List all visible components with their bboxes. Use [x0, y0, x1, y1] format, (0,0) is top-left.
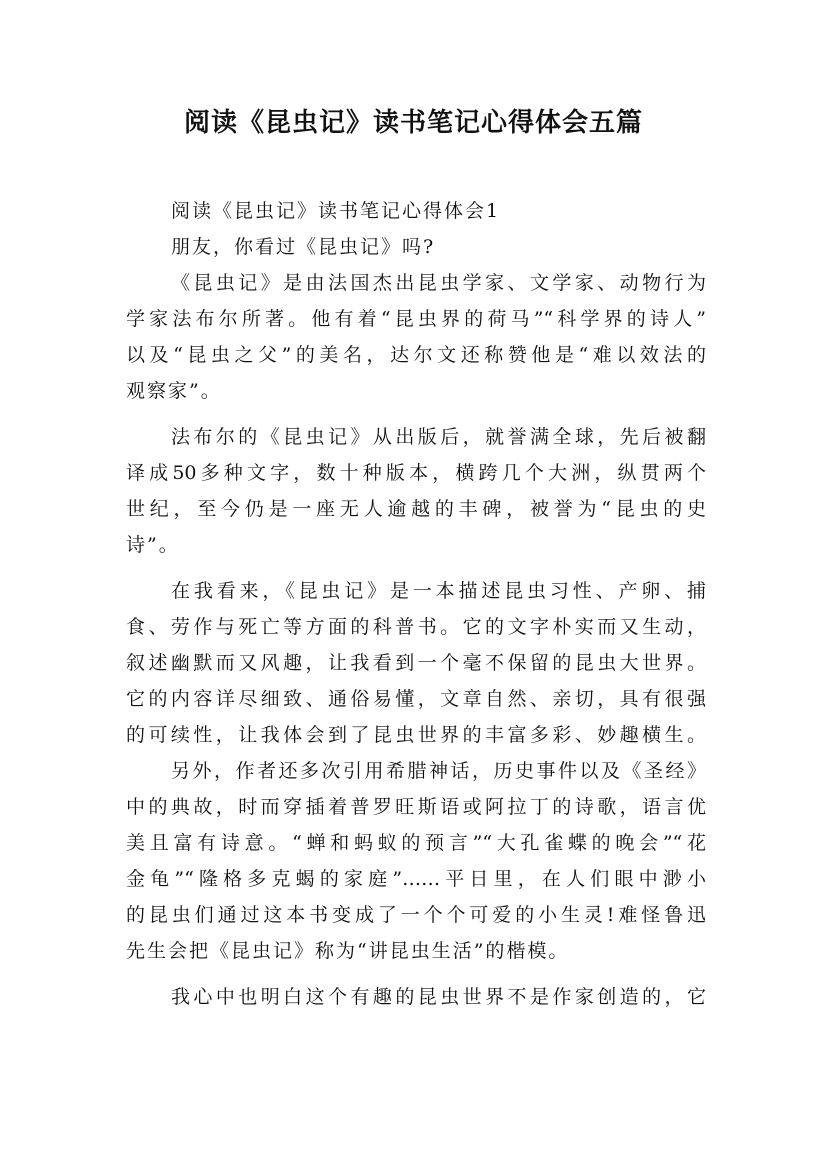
- section-heading: 阅读《昆虫记》读书笔记心得体会1: [171, 200, 501, 222]
- paragraph-line: 世纪，至今仍是一座无人逾越的丰碑，被誉为“昆虫的史: [126, 498, 706, 520]
- paragraph-line: 法布尔的《昆虫记》从出版后，就誉满全球，先后被翻: [171, 426, 706, 448]
- paragraph-line: 叙述幽默而又风趣，让我看到一个毫不保留的昆虫大世界。: [126, 652, 706, 674]
- paragraph-line: 朋友，你看过《昆虫记》吗?: [171, 236, 436, 258]
- paragraph-line: 在我看来，《昆虫记》是一本描述昆虫习性、产卵、捕: [171, 580, 706, 602]
- paragraph-line: 中的典故，时而穿插着普罗旺斯语或阿拉丁的诗歌，语言优: [126, 796, 706, 818]
- paragraph-line: 另外，作者还多次引用希腊神话，历史事件以及《圣经》: [171, 760, 706, 782]
- paragraph-line: 美且富有诗意。“蝉和蚂蚁的预言”“大孔雀蝶的晚会”“花: [126, 832, 706, 854]
- paragraph-line: 先生会把《昆虫记》称为“讲昆虫生活”的楷模。: [126, 940, 570, 962]
- paragraph-line: 《昆虫记》是由法国杰出昆虫学家、文学家、动物行为: [171, 272, 706, 294]
- paragraph-line: 以及“昆虫之父”的美名，达尔文还称赞他是“难以效法的: [126, 344, 706, 366]
- paragraph-line: 的昆虫们通过这本书变成了一个个可爱的小生灵!难怪鲁迅: [126, 904, 706, 926]
- paragraph-line: 我心中也明白这个有趣的昆虫世界不是作家创造的，它: [171, 986, 706, 1008]
- document-title: 阅读《昆虫记》读书笔记心得体会五篇: [183, 108, 643, 138]
- paragraph-line: 食、劳作与死亡等方面的科普书。它的文字朴实而又生动，: [126, 616, 706, 638]
- paragraph-line: 金龟”“隆格多克蝎的家庭”……平日里，在人们眼中渺小: [126, 868, 706, 890]
- paragraph-line: 它的内容详尽细致、通俗易懂，文章自然、亲切，具有很强: [126, 688, 706, 710]
- paragraph-line: 诗”。: [126, 534, 180, 556]
- paragraph-line: 观察家”。: [126, 380, 222, 402]
- document-body: [126, 193, 706, 1015]
- paragraph-line: 学家法布尔所著。他有着“昆虫界的荷马”“科学界的诗人”: [126, 308, 706, 330]
- paragraph-line: 的可续性，让我体会到了昆虫世界的丰富多彩、妙趣横生。: [126, 724, 706, 746]
- paragraph-line: 译成50多种文字，数十种版本，横跨几个大洲，纵贯两个: [126, 462, 706, 484]
